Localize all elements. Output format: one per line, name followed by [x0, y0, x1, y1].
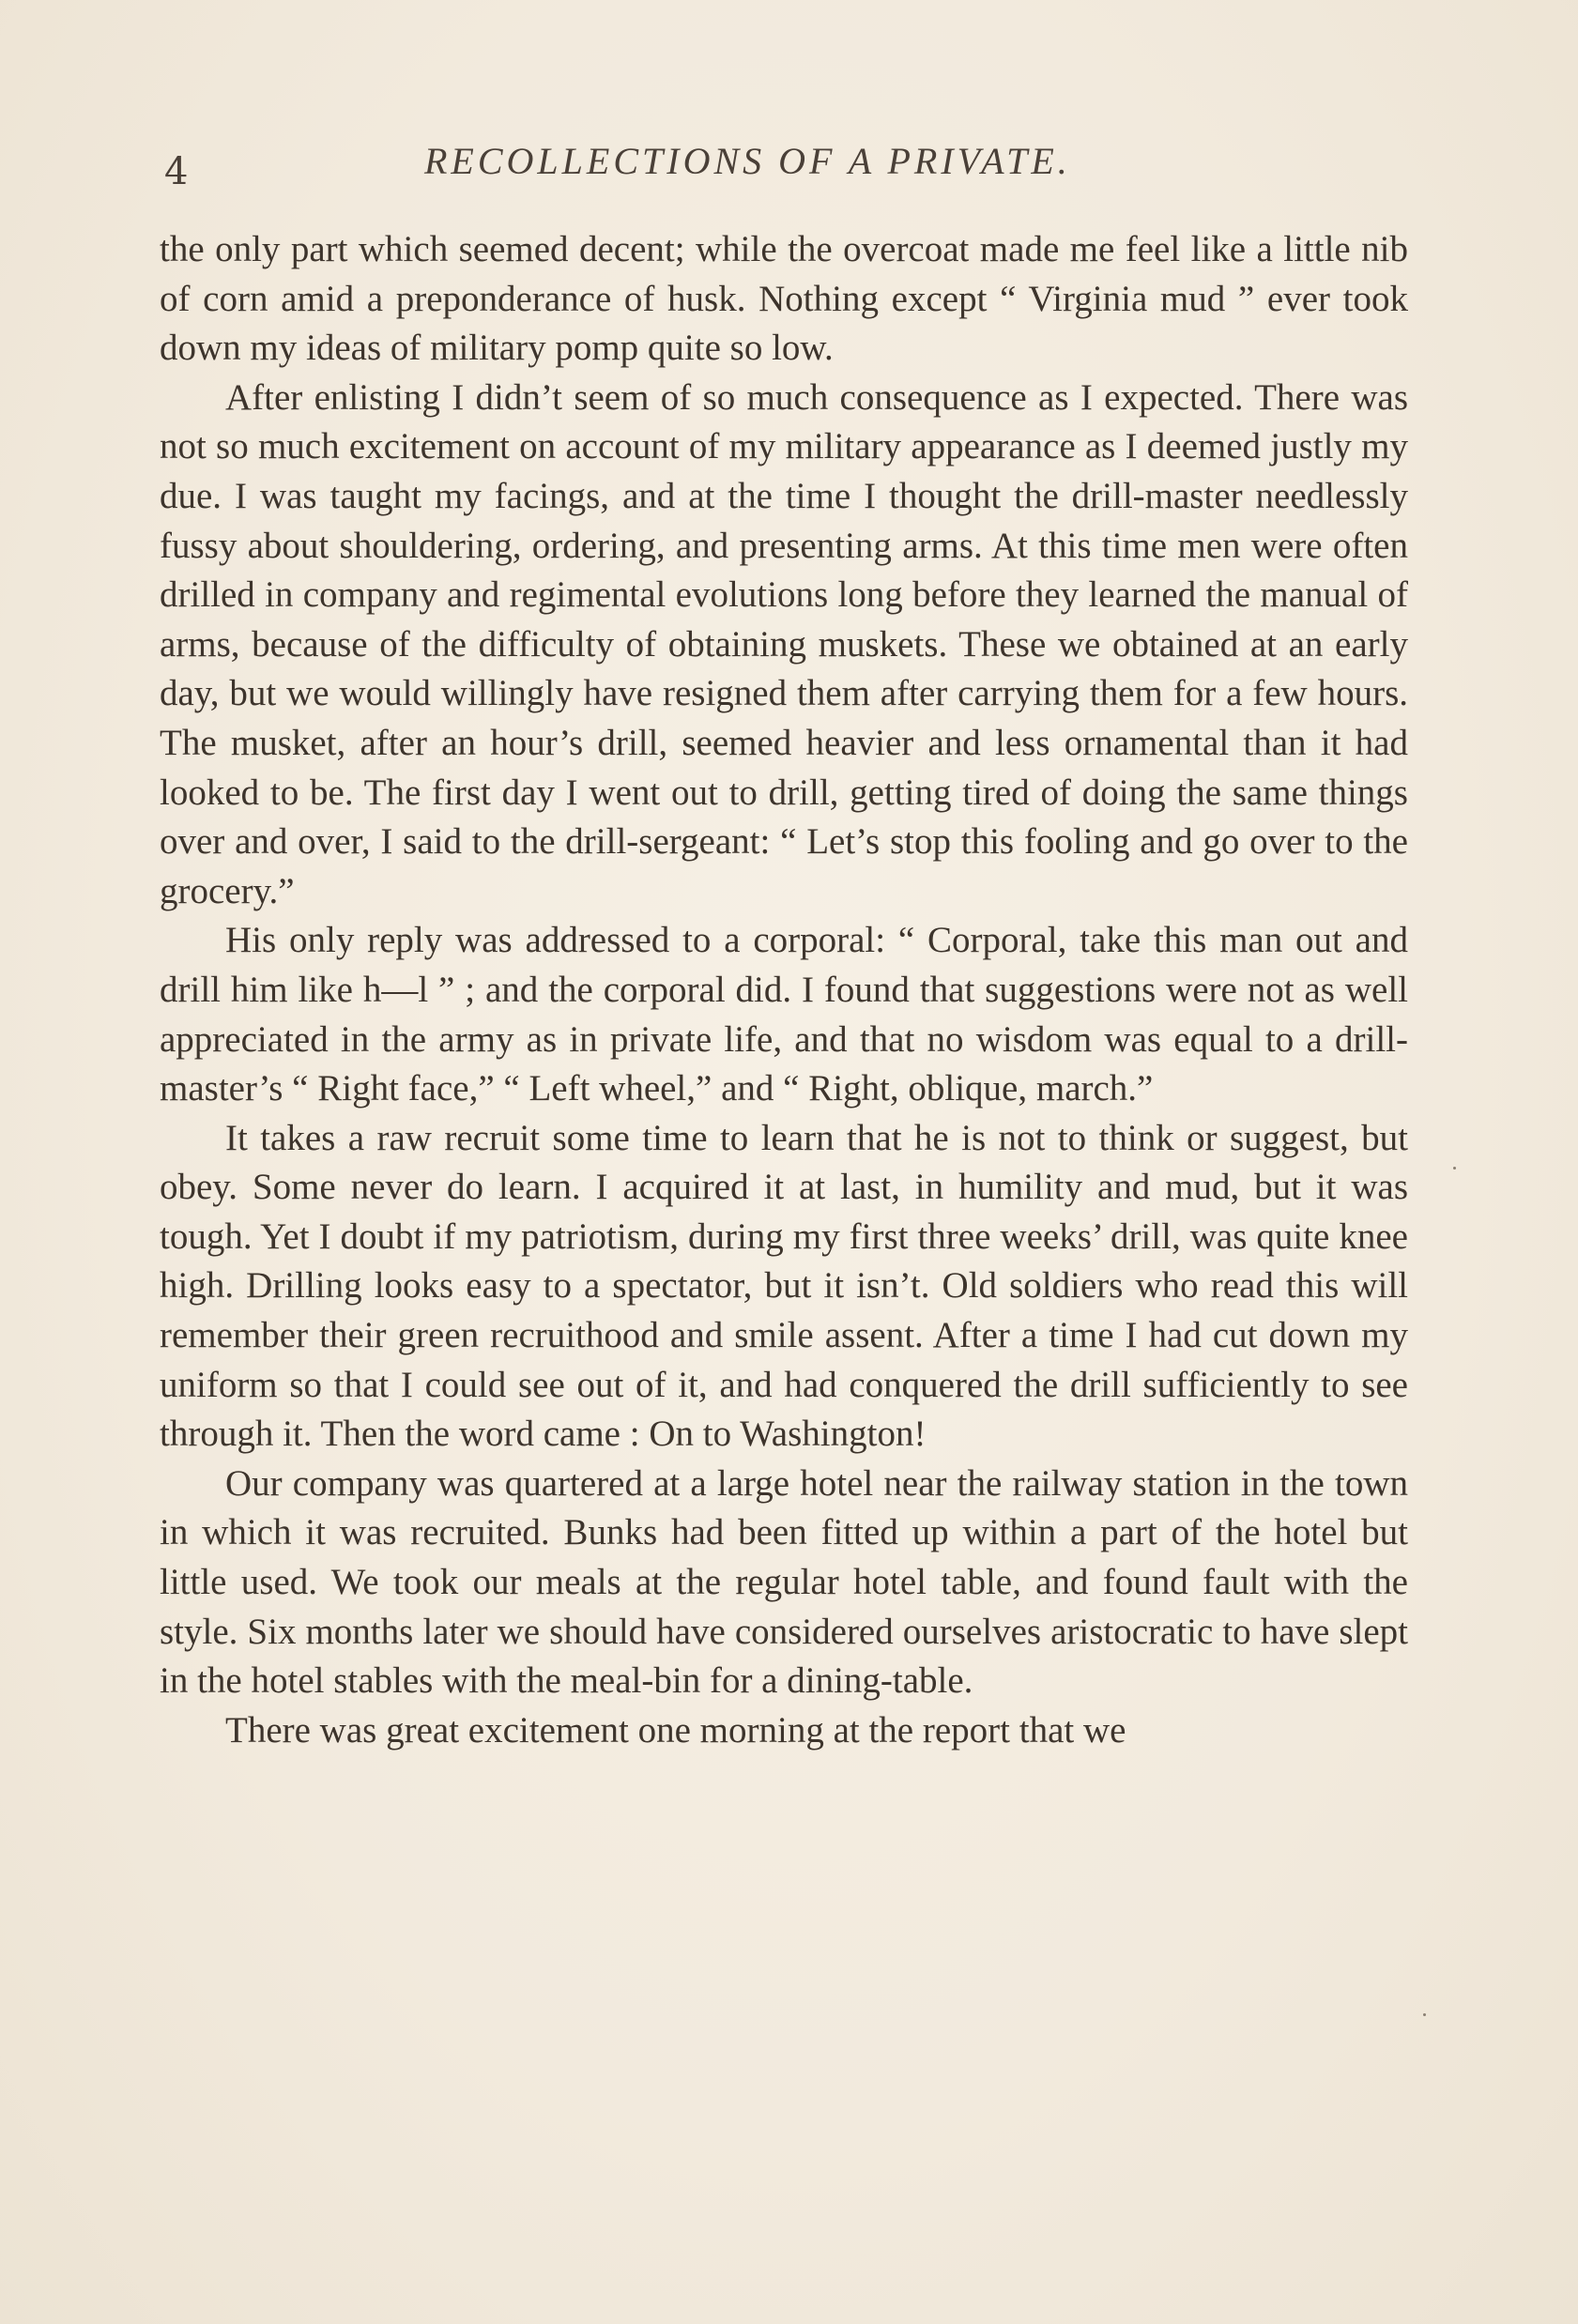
page-number: 4 — [164, 150, 189, 193]
paragraph: There was great excitement one morning at the report that we — [225, 1709, 1126, 1751]
paragraph: Our company was quartered at a large hotel near the railway station in the town in which it was recruited. Bunks had been fitted up within a part of the hotel but little used. We took our meals at the regular hotel table, and found fault with the style. Six months later we should have considered ourselves aristocratic to have slept in the hotel stables with the meal-bin for a dining-table. — [160, 1462, 1408, 1702]
paragraph: His only reply was addressed to a corporal: “ Corporal, take this man out and drill him like h—l ” ; and the corporal did. I found that suggestions were not as well appreciated in the army as in private life, and that no wisdom was equal to a drill-master’s “ Right face,” “ Left wheel,” and “ Right, oblique, march.” — [160, 920, 1408, 1109]
paper-speck — [1423, 2013, 1426, 2016]
page-header — [160, 131, 1408, 197]
running-head: RECOLLECTIONS OF A PRIVATE. — [424, 140, 1071, 182]
paragraph: After enlisting I didn’t seem of so much consequence as I expected. There was not so much excitement on account of my military appearance as I deemed justly my due. I was taught my facings, and at the time I thought the drill-master needlessly fussy about shouldering, ordering, and presenting arms. At this time men were often drilled in company and regimental evolutions long before they learned the manual of arms, because of the difficulty of obtaining muskets. These we obtained at an early day, but we would willingly have resigned them after carrying them for a few hours. The musket, after an hour’s drill, seemed heavier and less ornamental than it had looked to be. The first day I went out to drill, getting tired of doing the same things over and over, I said to the drill-sergeant: “ Let’s stop this fooling and go over to the grocery.” — [160, 376, 1408, 911]
body-text — [160, 225, 1408, 1755]
paragraph: the only part which seemed decent; while the overcoat made me feel like a little nib of corn amid a preponderance of husk. Nothing except “ Virginia mud ” ever took down my ideas of military pomp quite so low. — [160, 229, 1408, 369]
paper-speck — [1453, 1167, 1456, 1170]
paragraph: It takes a raw recruit some time to learn that he is not to think or suggest, but obey. Some never do learn. I acquired it at last, in humility and mud, but it was tough. Yet I doubt if my patriotism, during my first three weeks’ drill, was quite knee high. Drilling looks easy to a spectator, but it isn’t. Old soldiers who read this will remember their green recruithood and smile assent. After a time I had cut down my uniform so that I could see out of it, and had conquered the drill sufficiently to see through it. Then the word came : On to Washington! — [160, 1117, 1408, 1455]
